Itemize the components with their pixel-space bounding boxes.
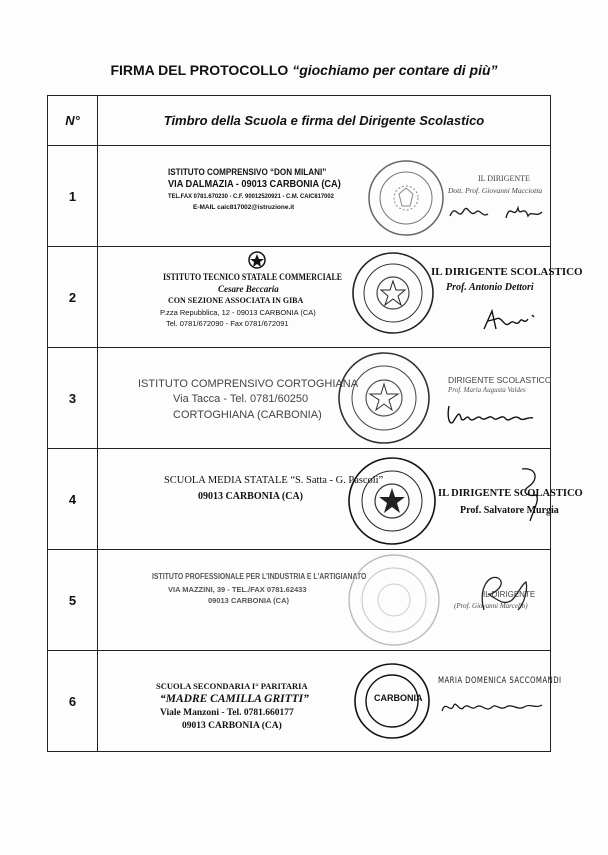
- school-line: ISTITUTO COMPRENSIVO CORTOGHIANA: [138, 378, 359, 390]
- principal-name: Dott. Prof. Giovanni Macciotta: [448, 186, 543, 195]
- school-line: Tel. 0781/672090 - Fax 0781/672091: [166, 319, 289, 328]
- handwritten-signature: [468, 570, 548, 615]
- school-seal: [336, 350, 432, 446]
- school-seal: [350, 250, 436, 336]
- role-label: IL DIRIGENTE: [478, 174, 530, 183]
- row-number: 3: [48, 348, 98, 449]
- table-header-row: [48, 96, 551, 146]
- principal-name: Prof. Maria Augusta Valdes: [448, 386, 526, 394]
- school-seal: [346, 455, 438, 547]
- table-row: [48, 348, 551, 449]
- row-cell: [98, 550, 551, 650]
- school-line: SCUOLA SECONDARIA I° PARITARIA: [156, 681, 308, 691]
- principal-name: Prof. Salvatore Murgia: [460, 505, 559, 516]
- title-italic: “giochiamo per contare di più”: [292, 62, 498, 78]
- handwritten-signature: [438, 693, 548, 719]
- table-row: [48, 651, 551, 752]
- school-line: TEL.FAX 0781.670230 - C.F. 90012520921 - C.M. CAIC817002: [168, 193, 334, 200]
- seal-text: CARBONIA: [374, 693, 423, 703]
- row-cell: [98, 247, 583, 347]
- title-plain: FIRMA DEL PROTOCOLLO: [110, 62, 289, 78]
- school-line: E-MAIL caic817002@istruzione.it: [193, 204, 295, 211]
- school-line: 09013 CARBONIA (CA): [208, 596, 289, 605]
- row-number: 6: [48, 651, 98, 752]
- row-cell: [98, 449, 583, 549]
- handwritten-signature: [443, 396, 543, 430]
- emblem-icon: [248, 251, 266, 269]
- header-number: N°: [48, 96, 98, 146]
- school-line: ISTITUTO COMPRENSIVO “DON MILANI”: [168, 167, 327, 177]
- role-label: DIRIGENTE SCOLASTICO: [448, 375, 552, 385]
- school-seal: [346, 552, 442, 648]
- table-row: [48, 550, 551, 651]
- school-line: Viale Manzoni - Tel. 0781.660177: [160, 708, 294, 718]
- row-number: 2: [48, 247, 98, 348]
- handwritten-signature: [516, 465, 546, 525]
- handwritten-signature: [448, 196, 548, 226]
- row-number: 4: [48, 449, 98, 550]
- role-label: IL DIRIGENTE SCOLASTICO: [431, 266, 583, 278]
- table-row: [48, 247, 551, 348]
- school-line: VIA DALMAZIA - 09013 CARBONIA (CA): [168, 179, 341, 190]
- school-line: P.zza Repubblica, 12 - 09013 CARBONIA (CA): [160, 308, 316, 317]
- school-line: ISTITUTO TECNICO STATALE COMMERCIALE: [163, 272, 343, 282]
- school-line: CON SEZIONE ASSOCIATA IN GIBA: [168, 296, 304, 305]
- row-cell: [98, 348, 551, 448]
- school-line: Via Tacca - Tel. 0781/60250: [173, 393, 309, 405]
- header-main: Timbro della Scuola e firma del Dirigente Scolastico: [98, 96, 551, 146]
- row-cell: [98, 651, 562, 751]
- row-number: 1: [48, 146, 98, 247]
- school-line: ISTITUTO PROFESSIONALE PER L'INDUSTRIA E L'ARTIGIANATO: [152, 572, 367, 581]
- school-line: VIA MAZZINI, 39 - TEL./FAX 0781.62433: [168, 585, 307, 594]
- role-label: IL DIRIGENTE: [483, 590, 536, 599]
- school-line: Cesare Beccaria: [218, 284, 279, 294]
- table-row: [48, 146, 551, 247]
- school-seal: [366, 158, 446, 238]
- school-line: 09013 CARBONIA (CA): [198, 491, 303, 502]
- school-line: “MADRE CAMILLA GRITTI”: [160, 693, 309, 705]
- document-title: [0, 62, 608, 78]
- principal-name: Prof. Antonio Dettori: [446, 282, 534, 293]
- row-cell: [98, 146, 551, 246]
- role-label: IL DIRIGENTE SCOLASTICO: [438, 488, 583, 499]
- signature-table: [47, 95, 583, 752]
- table-row: [48, 449, 551, 550]
- row-number: 5: [48, 550, 98, 651]
- principal-name: (Prof. Giovanni Marcello): [454, 602, 528, 610]
- school-line: SCUOLA MEDIA STATALE “S. Satta - G. Pascoli”: [164, 474, 384, 486]
- school-line: 09013 CARBONIA (CA): [182, 721, 282, 731]
- handwritten-signature: [480, 305, 540, 335]
- school-line: CORTOGHIANA (CARBONIA): [173, 409, 322, 421]
- handwritten-name: MARIA DOMENICA SACCOMANDI: [438, 676, 562, 686]
